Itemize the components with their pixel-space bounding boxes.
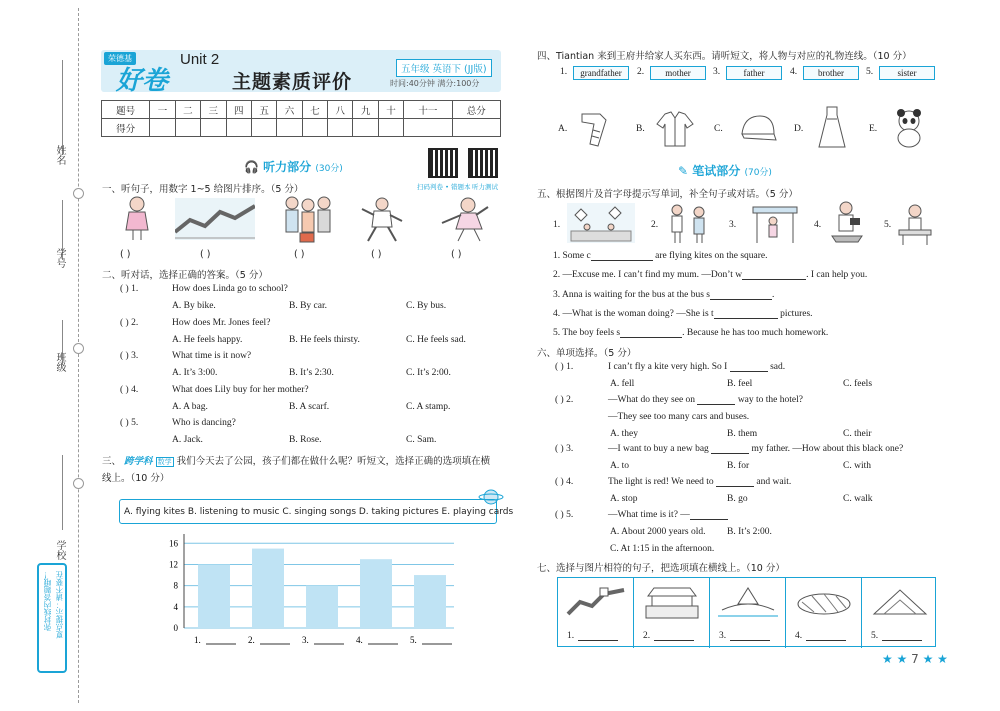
- q6-question-text: —I want to buy a new bag: [608, 444, 712, 454]
- school-label: 学校: [54, 540, 65, 560]
- q5-item: [553, 328, 828, 338]
- time-label: 时间:40分钟 满分:100分: [390, 79, 480, 88]
- q2-option-a: A. Jack.: [172, 435, 203, 445]
- q4-gift-letter: A.: [558, 124, 568, 134]
- q2-item-question: What does Lily buy for her mother?: [172, 384, 309, 395]
- score-header-cell: 九: [353, 101, 378, 119]
- q3-prefix: 三、: [102, 456, 122, 467]
- q2-option-b: B. A scarf.: [289, 401, 330, 412]
- chart-y-tick-label: 8: [173, 580, 178, 591]
- qr-caption: 扫码判卷 • 错题本: [417, 183, 471, 191]
- listening-score: (30分): [315, 164, 343, 174]
- q6-title: 六、单项选择。（5 分）: [537, 348, 637, 359]
- q2-item-question: How does Linda go to school?: [172, 284, 288, 294]
- q2-option-a: A. He feels happy.: [172, 334, 243, 345]
- chart-x-category-label: 4.: [356, 635, 363, 645]
- q6-item-number[interactable]: ( ) 2.: [555, 395, 574, 405]
- q4-person-box[interactable]: mother: [650, 66, 706, 80]
- great-wall-picture: [566, 584, 626, 620]
- q2-option-a: A. By bike.: [172, 301, 216, 311]
- q5-answer-blank[interactable]: [620, 328, 682, 338]
- q6-question-blank: [716, 477, 754, 487]
- name-label: 姓名: [54, 145, 65, 165]
- q2-item-number[interactable]: ( ) 5.: [120, 418, 139, 428]
- score-header-cell: 五: [251, 101, 276, 119]
- brand-tag: 荣德基: [104, 52, 136, 65]
- unit-label: Unit 2: [180, 51, 220, 68]
- q6-item-number[interactable]: ( ) 4.: [555, 477, 574, 487]
- binding-hole: [73, 343, 84, 354]
- q7-title: 七、选择与图片相符的句子，把选项填在横线上。（10 分）: [537, 563, 785, 574]
- q6-question-text: sad.: [767, 362, 786, 372]
- score-header-cell: 二: [175, 101, 200, 119]
- score-header-cell: 十: [378, 101, 403, 119]
- bus-stop-picture: [743, 203, 803, 248]
- cross-subject-badge: 跨学科: [124, 456, 153, 467]
- q2-item-number[interactable]: ( ) 1.: [120, 284, 139, 294]
- score-header-cell: 四: [226, 101, 251, 119]
- strip-divider: [861, 578, 862, 648]
- q7-answer-number: 1.: [567, 631, 575, 641]
- q4-person-number: 3.: [713, 67, 721, 77]
- q7-answer-item: [871, 631, 922, 641]
- score-header-cell: 七: [302, 101, 327, 119]
- score-header-cell: 题号: [102, 101, 150, 119]
- q6-option-b: B. for: [727, 461, 750, 471]
- q4-person-box[interactable]: grandfather: [573, 66, 629, 80]
- q2-title: 二、听对话，选择正确的答案。（5 分）: [102, 270, 268, 281]
- q4-gift-letter: E.: [869, 124, 878, 134]
- q6-option-a: A. to: [610, 461, 629, 471]
- q6-question-blank: [697, 395, 735, 405]
- score-table-header-row: [102, 101, 501, 119]
- q6-item-number[interactable]: ( ) 1.: [555, 362, 574, 372]
- photographer-picture: [828, 200, 868, 247]
- q4-gift-letter: D.: [794, 124, 804, 134]
- q5-picture-number: 3.: [729, 220, 737, 230]
- q5-answer-blank[interactable]: [714, 309, 778, 319]
- page-number-value: 7: [911, 652, 919, 666]
- q6-question-text: The light is red! We need to: [608, 477, 717, 487]
- q6-item-number[interactable]: ( ) 5.: [555, 510, 574, 520]
- q2-option-b: B. He feels thirsty.: [289, 334, 360, 345]
- q6-item-question: [608, 395, 803, 405]
- q5-item-text: are flying kites on the square.: [652, 251, 768, 261]
- page-title: 主题素质评价: [232, 71, 353, 93]
- binding-hole: [73, 188, 84, 199]
- q6-option-c: C. their: [843, 429, 872, 439]
- q4-gift-letter: C.: [714, 124, 723, 134]
- q5-item-text: 2. —Excuse me. I can’t find my mum. —Don’t w: [553, 270, 743, 281]
- q5-item: [553, 251, 768, 261]
- score-cell[interactable]: [251, 119, 276, 137]
- q5-title: 五、根据图片及首字母提示写单词，补全句子或对话。（5 分）: [537, 189, 798, 200]
- q6-question-blank: [730, 362, 768, 372]
- kite-square-picture: [567, 203, 635, 246]
- score-header-cell: 八: [328, 101, 353, 119]
- q1-answer-paren[interactable]: ( ): [120, 249, 131, 260]
- tip-line-2: 弥封线内答题哦！: [43, 571, 52, 631]
- listening-header-text: 听力部分: [263, 160, 312, 174]
- birds-nest-picture: [794, 586, 854, 620]
- q7-answer-blank[interactable]: [806, 631, 846, 641]
- q5-item-text: .: [772, 289, 775, 300]
- q7-answer-item: [795, 631, 846, 641]
- q5-picture-number: 1.: [553, 220, 561, 230]
- strip-divider: [785, 578, 786, 648]
- q5-item-text: 5. The boy feels s: [553, 328, 621, 339]
- q2-option-c: C. It’s 2:00.: [406, 368, 451, 378]
- q2-option-c: C. A stamp.: [406, 401, 451, 412]
- q5-item: [553, 290, 774, 300]
- q7-answer-number: 5.: [871, 631, 879, 641]
- tip-box: [37, 563, 67, 673]
- score-cell[interactable]: [175, 119, 200, 137]
- score-cell[interactable]: [378, 119, 403, 137]
- q4-person-number: 5.: [866, 67, 874, 77]
- score-cell[interactable]: [353, 119, 378, 137]
- chart-bar: [306, 586, 338, 628]
- chart-x-category-label: 1.: [194, 635, 201, 645]
- q5-item: [553, 309, 813, 319]
- q5-answer-blank[interactable]: [591, 251, 653, 261]
- q3-title-line1: 我们今天去了公园，孩子们都在做什么呢？听短文，选择正确的选项填在横: [176, 456, 491, 467]
- q6-option-a: A. fell: [610, 379, 635, 389]
- q4-person-number: 2.: [637, 67, 645, 77]
- q5-item-text: 3. Anna is waiting for the bus at the bus s: [553, 289, 710, 300]
- chart-bar: [252, 549, 284, 628]
- q7-answer-blank[interactable]: [730, 631, 770, 641]
- binding-dashed-line: [78, 8, 79, 703]
- score-header-cell: 三: [201, 101, 226, 119]
- written-header-text: 笔试部分: [692, 164, 741, 178]
- qr-code-icon[interactable]: [428, 148, 458, 178]
- q6-question-text: —What do they see on: [608, 395, 698, 405]
- q2-item-number[interactable]: ( ) 4.: [120, 384, 139, 395]
- q1-answer-paren[interactable]: ( ): [294, 249, 305, 260]
- girl-picture: [122, 196, 152, 244]
- q4-person-number: 1.: [560, 67, 568, 77]
- q7-answer-item: [719, 631, 770, 641]
- strip-divider: [709, 578, 710, 648]
- score-row-label: 得分: [102, 119, 150, 137]
- chart-bar: [198, 564, 230, 628]
- q5-item-text: 1. Some c: [553, 251, 591, 261]
- tai-chi-man-picture: [360, 197, 405, 245]
- q2-item-question: Who is dancing?: [172, 418, 236, 428]
- q2-option-a: A. It’s 3:00.: [172, 368, 218, 378]
- q2-option-b: B. By car.: [289, 301, 327, 311]
- q5-answer-blank[interactable]: [742, 270, 806, 280]
- strip-divider: [633, 578, 634, 648]
- bar-chart: [160, 530, 470, 660]
- q6-option-b: B. them: [727, 429, 758, 439]
- school-line[interactable]: [62, 455, 63, 530]
- q7-answer-blank[interactable]: [578, 631, 618, 641]
- q6-question-text: —What time is it? —: [608, 510, 690, 520]
- q2-item-number[interactable]: ( ) 3.: [120, 351, 139, 361]
- class-label: 班级: [54, 352, 65, 372]
- grade-label: 五年级 英语下 (JJ版): [396, 59, 492, 77]
- score-cell[interactable]: [302, 119, 327, 137]
- q6-option-b: B. It’s 2:00.: [727, 527, 772, 537]
- q6-question-text: I can’t fly a kite very high. So I: [608, 362, 730, 372]
- q2-option-b: B. Rose.: [289, 435, 322, 445]
- tiananmen-picture: [642, 584, 702, 620]
- q6-item-question: [608, 477, 791, 487]
- q2-option-c: C. He feels sad.: [406, 334, 466, 345]
- score-cell[interactable]: [201, 119, 226, 137]
- dress-picture: [815, 105, 849, 152]
- q1-answer-paren[interactable]: ( ): [371, 249, 382, 260]
- water-cube-picture: [870, 586, 930, 620]
- lost-boy-picture: [665, 203, 711, 248]
- chart-y-tick-label: 0: [173, 623, 178, 633]
- q3-title: [102, 453, 490, 467]
- q6-option-c: C. feels: [843, 379, 873, 389]
- q1-title: 一、听句子，用数字 1~5 给图片排序。（5 分）: [102, 184, 304, 195]
- page-number: ★ ★ 7 ★ ★: [882, 652, 948, 666]
- q6-item-question: [608, 362, 785, 372]
- q6-question-blank: [711, 444, 749, 454]
- q3-title-line2: 线上。（10 分）: [102, 473, 170, 484]
- q6-question-blank: [690, 510, 728, 520]
- q6-item-response: —They see too many cars and buses.: [608, 412, 750, 422]
- q6-option-a: A. stop: [610, 494, 638, 504]
- listening-section-header: [244, 158, 343, 175]
- family-picture: [280, 195, 335, 246]
- q2-item-question: How does Mr. Jones feel?: [172, 317, 271, 328]
- q7-answer-number: 4.: [795, 631, 803, 641]
- score-table-score-row: [102, 119, 501, 137]
- q4-title: 四、Tiantian 来到王府井给家人买东西。请听短文，将人物与对应的礼物连线。（10 分）: [537, 51, 912, 62]
- q3-options-box: A. flying kites B. listening to music C. singing songs D. taking pictures E. playing cards: [119, 499, 497, 524]
- q6-question-text: way to the hotel?: [735, 395, 803, 405]
- q2-option-b: B. It’s 2:30.: [289, 368, 334, 378]
- q6-question-text: my father. —How about this black one?: [749, 444, 904, 454]
- q5-item-text: pictures.: [777, 308, 813, 319]
- score-cell[interactable]: [328, 119, 353, 137]
- q6-item-question: [608, 510, 728, 520]
- written-section-header: [678, 162, 772, 179]
- q2-option-c: C. By bus.: [406, 301, 447, 311]
- dancing-girl-picture: [436, 197, 491, 245]
- great-wall-picture: [175, 198, 255, 243]
- q6-option-c: C. walk: [843, 494, 873, 504]
- q5-item: [553, 270, 867, 280]
- q1-answer-paren[interactable]: ( ): [200, 249, 211, 260]
- score-table: [101, 100, 501, 137]
- q6-option-c: C. with: [843, 461, 871, 471]
- q6-option-b: B. feel: [727, 379, 753, 389]
- q6-item-number[interactable]: ( ) 3.: [555, 444, 574, 454]
- pencil-icon: ✎: [678, 164, 689, 178]
- q7-answer-number: 3.: [719, 631, 727, 641]
- q4-gift-letter: B.: [636, 124, 645, 134]
- chart-y-tick-label: 12: [169, 559, 178, 570]
- q4-person-box[interactable]: brother: [803, 66, 859, 80]
- q2-option-c: C. Sam.: [406, 435, 437, 445]
- chart-bar: [360, 559, 392, 628]
- q6-question-text: and wait.: [754, 477, 792, 487]
- brand-logo: 好卷: [116, 66, 169, 96]
- homework-boy-picture: [897, 203, 933, 248]
- q5-answer-blank[interactable]: [710, 289, 775, 300]
- score-cell[interactable]: [150, 119, 175, 137]
- score-cell[interactable]: [452, 119, 500, 137]
- score-header-cell: 总分: [452, 101, 500, 119]
- q7-answer-blank[interactable]: [654, 631, 694, 641]
- q6-option-a: A. About 2000 years old.: [610, 527, 706, 537]
- tip-line-1: 夏点提示：请不要在: [55, 571, 64, 639]
- chart-x-category-label: 2.: [248, 635, 255, 645]
- binding-hole: [73, 478, 84, 489]
- score-cell[interactable]: [404, 119, 452, 137]
- q6-option-b: B. go: [727, 494, 748, 504]
- cap-picture: [738, 112, 778, 149]
- q5-item-text: . I can help you.: [806, 270, 868, 281]
- qr-code-icon[interactable]: [468, 148, 498, 178]
- math-badge: 数学: [157, 458, 172, 466]
- shirt-picture: [655, 110, 695, 151]
- q7-answer-blank[interactable]: [882, 631, 922, 641]
- score-header-cell: 十一: [404, 101, 452, 119]
- q5-picture-number: 4.: [814, 220, 822, 230]
- q4-person-box[interactable]: sister: [879, 66, 935, 80]
- id-label: 学号: [54, 248, 65, 268]
- q4-person-number: 4.: [790, 67, 798, 77]
- q5-item-text: 4. —What is the woman doing? —She is t: [553, 308, 714, 319]
- q4-person-box[interactable]: father: [726, 66, 782, 80]
- q7-answer-item: [643, 631, 694, 641]
- chart-y-tick-label: 16: [169, 538, 178, 549]
- score-header-cell: 一: [150, 101, 175, 119]
- q7-answer-number: 2.: [643, 631, 651, 641]
- q1-answer-paren[interactable]: ( ): [451, 249, 462, 260]
- summer-palace-picture: [718, 584, 778, 620]
- q6-option-c: C. At 1:15 in the afternoon.: [610, 544, 715, 554]
- q6-item-question: [608, 444, 903, 454]
- q5-picture-number: 5.: [884, 220, 892, 230]
- chart-bar: [414, 575, 446, 628]
- q2-item-number[interactable]: ( ) 2.: [120, 317, 139, 328]
- scarf-picture: [576, 110, 616, 151]
- q5-item-text: . Because he has too much homework.: [682, 328, 829, 339]
- written-score: (70分): [744, 168, 772, 178]
- chart-x-category-label: 5.: [410, 635, 417, 645]
- q7-answer-item: [567, 631, 618, 641]
- score-cell[interactable]: [277, 119, 302, 137]
- q2-option-a: A. A bag.: [172, 401, 208, 412]
- panda-toy-picture: [892, 108, 926, 151]
- qr-caption: 听力测试: [472, 183, 498, 191]
- headphone-icon: 🎧: [244, 160, 259, 174]
- score-cell[interactable]: [226, 119, 251, 137]
- chart-x-category-label: 3.: [302, 635, 309, 645]
- name-line[interactable]: [62, 60, 63, 155]
- q2-item-question: What time is it now?: [172, 351, 252, 361]
- chart-y-tick-label: 4: [173, 601, 178, 612]
- q6-option-a: A. they: [610, 429, 638, 439]
- score-header-cell: 六: [277, 101, 302, 119]
- q5-picture-number: 2.: [651, 220, 659, 230]
